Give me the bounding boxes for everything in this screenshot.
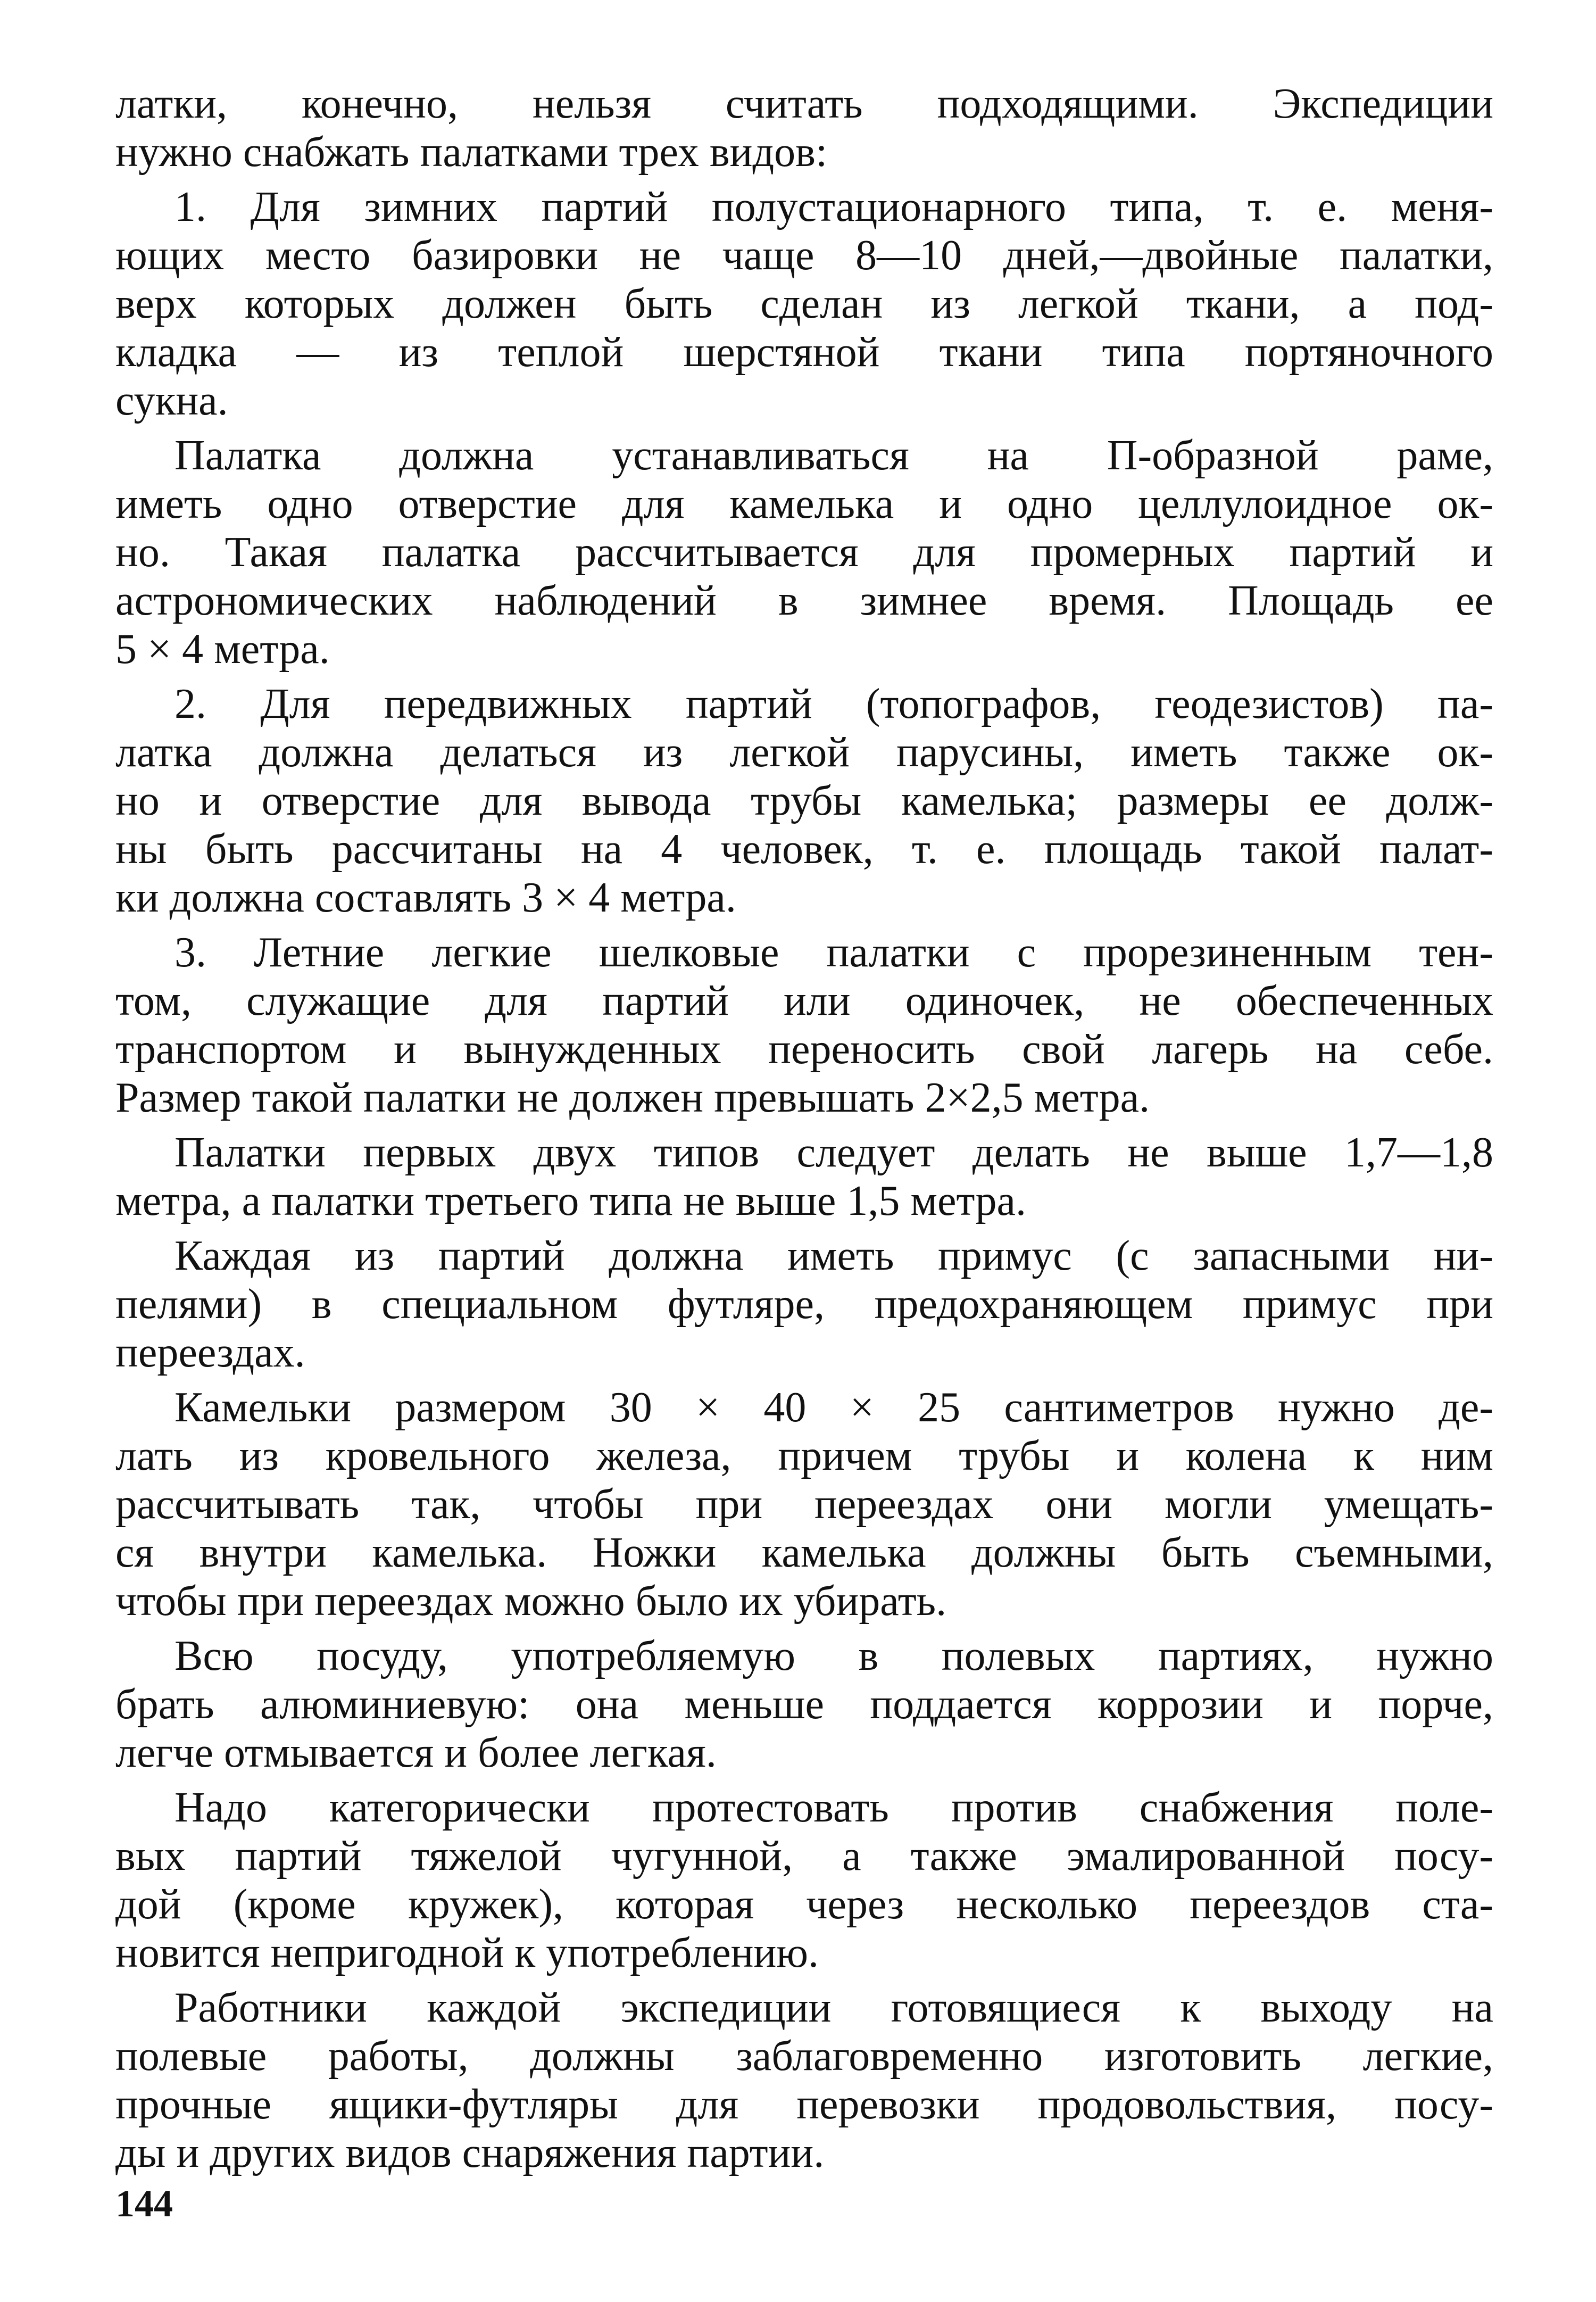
text-line: Палатки первых двух типов следует делать не выше 1,7—1,8 bbox=[174, 1129, 1493, 1176]
paragraph bbox=[115, 183, 1493, 425]
text-line: рассчитывать так, чтобы при переездах они могли умещать- bbox=[115, 1481, 1493, 1528]
paragraph bbox=[115, 929, 1493, 1122]
text-line: новится непригодной к употреблению. bbox=[115, 1930, 819, 1976]
text-line: ны быть рассчитаны на 4 человек, т. е. площадь такой палат- bbox=[115, 826, 1493, 873]
text-line: латка должна делаться из легкой парусины, иметь также ок- bbox=[115, 729, 1493, 776]
paragraph bbox=[115, 680, 1493, 922]
text-line: полевые работы, должны заблаговременно изготовить легкие, bbox=[115, 2033, 1493, 2080]
text-line: ды и других видов снаряжения партии. bbox=[115, 2130, 825, 2176]
text-line: ющих место базировки не чаще 8—10 дней,—двойные палатки, bbox=[115, 232, 1493, 279]
text-line: Палатка должна устанавливаться на П-образной раме, bbox=[174, 432, 1493, 479]
text-line: легче отмывается и более легкая. bbox=[115, 1729, 717, 1776]
paragraph bbox=[115, 1984, 1493, 2177]
text-line: метра, а палатки третьего типа не выше 1,5 метра. bbox=[115, 1178, 1026, 1224]
text-line: но и отверстие для вывода трубы камелька; размеры ее долж- bbox=[115, 777, 1493, 824]
text-line: Всю посуду, употребляемую в полевых партиях, нужно bbox=[174, 1633, 1493, 1679]
text-line: пелями) в специальном футляре, предохраняющем примус при bbox=[115, 1281, 1493, 1328]
page-body bbox=[115, 80, 1493, 2177]
paragraph bbox=[115, 1129, 1493, 1225]
text-line: Каждая из партий должна иметь примус (с запасными ни- bbox=[174, 1232, 1493, 1279]
text-line: том, служащие для партий или одиночек, не обеспеченных bbox=[115, 978, 1493, 1024]
page-number: 144 bbox=[115, 2182, 173, 2225]
text-line: Работники каждой экспедиции готовящиеся к выходу на bbox=[174, 1984, 1493, 2031]
text-line: 2. Для передвижных партий (топографов, геодезистов) па- bbox=[174, 681, 1493, 727]
paragraph bbox=[115, 80, 1493, 177]
text-line: ся внутри камелька. Ножки камелька должны быть съемными, bbox=[115, 1529, 1493, 1576]
text-line: переездах. bbox=[115, 1329, 305, 1376]
text-line: верх которых должен быть сделан из легкой ткани, а под- bbox=[115, 280, 1493, 327]
text-line: сукна. bbox=[115, 377, 228, 424]
text-line: дой (кроме кружек), которая через несколько переездов ста- bbox=[115, 1881, 1493, 1928]
paragraph bbox=[115, 1232, 1493, 1377]
text-line: но. Такая палатка рассчитывается для промерных партий и bbox=[115, 529, 1493, 576]
text-line: нужно снабжать палатками трех видов: bbox=[115, 129, 828, 176]
text-line: ки должна составлять 3 × 4 метра. bbox=[115, 874, 736, 921]
text-line: Размер такой палатки не должен превышать 2×2,5 метра. bbox=[115, 1074, 1150, 1121]
paragraph bbox=[115, 1632, 1493, 1777]
text-line: Надо категорически протестовать против снабжения поле- bbox=[174, 1784, 1493, 1831]
text-line: чтобы при переездах можно было их убирать. bbox=[115, 1578, 947, 1625]
text-line: 5 × 4 метра. bbox=[115, 626, 330, 673]
text-line: Камельки размером 30 × 40 × 25 сантиметров нужно де- bbox=[174, 1384, 1493, 1431]
text-line: 1. Для зимних партий полустационарного типа, т. е. меня- bbox=[174, 184, 1493, 230]
text-line: транспортом и вынужденных переносить свой лагерь на себе. bbox=[115, 1026, 1493, 1073]
text-line: 3. Летние легкие шелковые палатки с прорезиненным тен- bbox=[174, 929, 1493, 976]
paragraph bbox=[115, 1384, 1493, 1626]
paragraph bbox=[115, 1784, 1493, 1977]
text-line: прочные ящики-футляры для перевозки продовольствия, посу- bbox=[115, 2081, 1493, 2128]
text-line: кладка — из теплой шерстяной ткани типа портяночного bbox=[115, 329, 1493, 376]
text-line: иметь одно отверстие для камелька и одно целлулоидное ок- bbox=[115, 481, 1493, 527]
paragraph bbox=[115, 432, 1493, 674]
text-line: лать из кровельного железа, причем трубы и колена к ним bbox=[115, 1432, 1493, 1479]
text-line: брать алюминиевую: она меньше поддается коррозии и порче, bbox=[115, 1681, 1493, 1728]
text-line: латки, конечно, нельзя считать подходящими. Экспедиции bbox=[115, 80, 1493, 127]
text-line: астрономических наблюдений в зимнее время. Площадь ее bbox=[115, 577, 1493, 624]
text-line: вых партий тяжелой чугунной, а также эмалированной посу- bbox=[115, 1833, 1493, 1879]
